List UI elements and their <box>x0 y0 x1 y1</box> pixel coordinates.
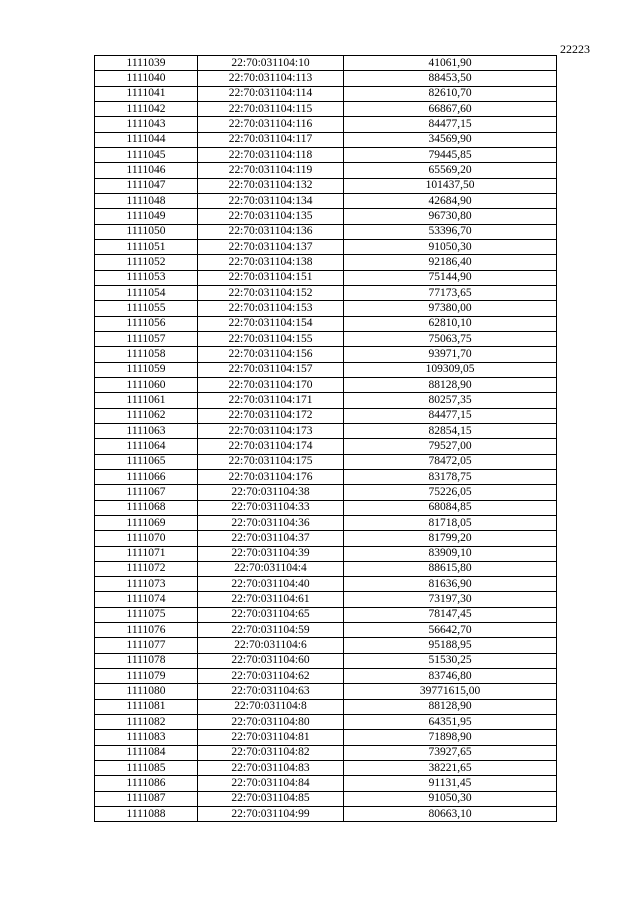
cadastral-value-cell: 75063,75 <box>344 331 557 346</box>
record-number-cell: 1111047 <box>95 178 198 193</box>
record-number-cell: 1111071 <box>95 546 198 561</box>
cadastral-number-cell: 22:70:031104:155 <box>198 331 344 346</box>
page-number: 22223 <box>560 42 590 56</box>
record-number-cell: 1111053 <box>95 270 198 285</box>
cadastral-number-cell: 22:70:031104:59 <box>198 623 344 638</box>
cadastral-number-cell: 22:70:031104:138 <box>198 255 344 270</box>
cadastral-number-cell: 22:70:031104:63 <box>198 684 344 699</box>
table-row <box>95 730 557 745</box>
table-row <box>95 699 557 714</box>
record-number-cell: 1111052 <box>95 255 198 270</box>
record-number-cell: 1111064 <box>95 439 198 454</box>
table-row <box>95 285 557 300</box>
cadastral-value-cell: 75144,90 <box>344 270 557 285</box>
cadastral-number-cell: 22:70:031104:33 <box>198 500 344 515</box>
table-row <box>95 745 557 760</box>
cadastral-number-cell: 22:70:031104:171 <box>198 393 344 408</box>
table-row <box>95 791 557 806</box>
record-number-cell: 1111088 <box>95 807 198 822</box>
cadastral-value-cell: 81799,20 <box>344 531 557 546</box>
cadastral-value-cell: 64351,95 <box>344 715 557 730</box>
cadastral-number-cell: 22:70:031104:135 <box>198 209 344 224</box>
table-row <box>95 163 557 178</box>
cadastral-number-cell: 22:70:031104:62 <box>198 669 344 684</box>
record-number-cell: 1111085 <box>95 761 198 776</box>
table-row <box>95 239 557 254</box>
cadastral-value-cell: 80257,35 <box>344 393 557 408</box>
cadastral-number-cell: 22:70:031104:4 <box>198 561 344 576</box>
table-row <box>95 132 557 147</box>
cadastral-value-cell: 82854,15 <box>344 423 557 438</box>
cadastral-number-cell: 22:70:031104:39 <box>198 546 344 561</box>
table-row <box>95 485 557 500</box>
cadastral-number-cell: 22:70:031104:36 <box>198 515 344 530</box>
cadastral-number-cell: 22:70:031104:173 <box>198 423 344 438</box>
cadastral-number-cell: 22:70:031104:174 <box>198 439 344 454</box>
cadastral-value-cell: 56642,70 <box>344 623 557 638</box>
record-number-cell: 1111065 <box>95 454 198 469</box>
cadastral-number-cell: 22:70:031104:61 <box>198 592 344 607</box>
cadastral-value-cell: 88128,90 <box>344 699 557 714</box>
cadastral-value-cell: 62810,10 <box>344 316 557 331</box>
cadastral-number-cell: 22:70:031104:152 <box>198 285 344 300</box>
record-number-cell: 1111039 <box>95 56 198 71</box>
cadastral-value-cell: 84477,15 <box>344 117 557 132</box>
table-row <box>95 362 557 377</box>
cadastral-number-cell: 22:70:031104:132 <box>198 178 344 193</box>
cadastral-number-cell: 22:70:031104:38 <box>198 485 344 500</box>
table-row <box>95 454 557 469</box>
record-number-cell: 1111043 <box>95 117 198 132</box>
record-number-cell: 1111073 <box>95 577 198 592</box>
record-number-cell: 1111056 <box>95 316 198 331</box>
cadastral-value-cell: 77173,65 <box>344 285 557 300</box>
cadastral-value-cell: 66867,60 <box>344 101 557 116</box>
table-row <box>95 377 557 392</box>
cadastral-value-cell: 83909,10 <box>344 546 557 561</box>
cadastral-value-cell: 97380,00 <box>344 301 557 316</box>
table-row <box>95 684 557 699</box>
cadastral-value-cell: 95188,95 <box>344 638 557 653</box>
record-number-cell: 1111046 <box>95 163 198 178</box>
table-row <box>95 500 557 515</box>
cadastral-number-cell: 22:70:031104:99 <box>198 807 344 822</box>
cadastral-value-cell: 51530,25 <box>344 653 557 668</box>
cadastral-value-cell: 91050,30 <box>344 791 557 806</box>
cadastral-value-cell: 96730,80 <box>344 209 557 224</box>
record-number-cell: 1111059 <box>95 362 198 377</box>
record-number-cell: 1111054 <box>95 285 198 300</box>
record-number-cell: 1111044 <box>95 132 198 147</box>
cadastral-number-cell: 22:70:031104:10 <box>198 56 344 71</box>
record-number-cell: 1111086 <box>95 776 198 791</box>
cadastral-value-cell: 88453,50 <box>344 71 557 86</box>
table-row <box>95 638 557 653</box>
table-row <box>95 56 557 71</box>
cadastral-number-cell: 22:70:031104:6 <box>198 638 344 653</box>
record-number-cell: 1111057 <box>95 331 198 346</box>
cadastral-number-cell: 22:70:031104:60 <box>198 653 344 668</box>
table-row <box>95 347 557 362</box>
record-number-cell: 1111080 <box>95 684 198 699</box>
record-number-cell: 1111066 <box>95 469 198 484</box>
record-number-cell: 1111074 <box>95 592 198 607</box>
cadastral-value-cell: 80663,10 <box>344 807 557 822</box>
record-number-cell: 1111055 <box>95 301 198 316</box>
record-number-cell: 1111083 <box>95 730 198 745</box>
cadastral-value-cell: 41061,90 <box>344 56 557 71</box>
record-number-cell: 1111068 <box>95 500 198 515</box>
cadastral-number-cell: 22:70:031104:118 <box>198 147 344 162</box>
table-row <box>95 147 557 162</box>
cadastral-number-cell: 22:70:031104:156 <box>198 347 344 362</box>
table-row <box>95 224 557 239</box>
table-row <box>95 193 557 208</box>
table-row <box>95 178 557 193</box>
table-row <box>95 423 557 438</box>
cadastral-value-cell: 81636,90 <box>344 577 557 592</box>
table-row <box>95 301 557 316</box>
table-row <box>95 71 557 86</box>
cadastral-value-cell: 101437,50 <box>344 178 557 193</box>
cadastral-value-cell: 34569,90 <box>344 132 557 147</box>
cadastral-number-cell: 22:70:031104:81 <box>198 730 344 745</box>
cadastral-value-cell: 75226,05 <box>344 485 557 500</box>
table-body <box>95 56 557 822</box>
record-number-cell: 1111076 <box>95 623 198 638</box>
cadastral-value-cell: 92186,40 <box>344 255 557 270</box>
cadastral-number-cell: 22:70:031104:134 <box>198 193 344 208</box>
cadastral-value-cell: 42684,90 <box>344 193 557 208</box>
table-row <box>95 393 557 408</box>
table-row <box>95 255 557 270</box>
cadastral-number-cell: 22:70:031104:80 <box>198 715 344 730</box>
record-number-cell: 1111087 <box>95 791 198 806</box>
cadastral-number-cell: 22:70:031104:84 <box>198 776 344 791</box>
table-row <box>95 117 557 132</box>
cadastral-number-cell: 22:70:031104:151 <box>198 270 344 285</box>
cadastral-value-cell: 79527,00 <box>344 439 557 454</box>
cadastral-value-cell: 78472,05 <box>344 454 557 469</box>
cadastral-number-cell: 22:70:031104:119 <box>198 163 344 178</box>
cadastral-value-cell: 79445,85 <box>344 147 557 162</box>
cadastral-number-cell: 22:70:031104:157 <box>198 362 344 377</box>
cadastral-number-cell: 22:70:031104:40 <box>198 577 344 592</box>
record-number-cell: 1111061 <box>95 393 198 408</box>
cadastral-value-cell: 88128,90 <box>344 377 557 392</box>
cadastral-value-cell: 78147,45 <box>344 607 557 622</box>
cadastral-value-cell: 91131,45 <box>344 776 557 791</box>
table-row <box>95 761 557 776</box>
cadastral-value-cell: 65569,20 <box>344 163 557 178</box>
cadastral-number-cell: 22:70:031104:175 <box>198 454 344 469</box>
record-number-cell: 1111081 <box>95 699 198 714</box>
cadastral-number-cell: 22:70:031104:113 <box>198 71 344 86</box>
cadastral-number-cell: 22:70:031104:8 <box>198 699 344 714</box>
cadastral-value-table <box>94 55 557 822</box>
cadastral-number-cell: 22:70:031104:136 <box>198 224 344 239</box>
table-row <box>95 270 557 285</box>
cadastral-value-cell: 91050,30 <box>344 239 557 254</box>
record-number-cell: 1111045 <box>95 147 198 162</box>
record-number-cell: 1111051 <box>95 239 198 254</box>
cadastral-value-cell: 109309,05 <box>344 362 557 377</box>
cadastral-number-cell: 22:70:031104:170 <box>198 377 344 392</box>
cadastral-number-cell: 22:70:031104:116 <box>198 117 344 132</box>
cadastral-value-cell: 83746,80 <box>344 669 557 684</box>
cadastral-number-cell: 22:70:031104:153 <box>198 301 344 316</box>
record-number-cell: 1111063 <box>95 423 198 438</box>
record-number-cell: 1111084 <box>95 745 198 760</box>
record-number-cell: 1111070 <box>95 531 198 546</box>
record-number-cell: 1111079 <box>95 669 198 684</box>
table-row <box>95 439 557 454</box>
record-number-cell: 1111049 <box>95 209 198 224</box>
table-row <box>95 669 557 684</box>
table-row <box>95 86 557 101</box>
record-number-cell: 1111069 <box>95 515 198 530</box>
record-number-cell: 1111067 <box>95 485 198 500</box>
record-number-cell: 1111050 <box>95 224 198 239</box>
cadastral-value-cell: 71898,90 <box>344 730 557 745</box>
cadastral-number-cell: 22:70:031104:114 <box>198 86 344 101</box>
table-row <box>95 607 557 622</box>
record-number-cell: 1111082 <box>95 715 198 730</box>
table-row <box>95 577 557 592</box>
record-number-cell: 1111041 <box>95 86 198 101</box>
cadastral-value-cell: 39771615,00 <box>344 684 557 699</box>
table-row <box>95 623 557 638</box>
cadastral-value-cell: 73197,30 <box>344 592 557 607</box>
cadastral-value-cell: 53396,70 <box>344 224 557 239</box>
cadastral-number-cell: 22:70:031104:37 <box>198 531 344 546</box>
record-number-cell: 1111060 <box>95 377 198 392</box>
cadastral-number-cell: 22:70:031104:83 <box>198 761 344 776</box>
record-number-cell: 1111075 <box>95 607 198 622</box>
table-row <box>95 561 557 576</box>
record-number-cell: 1111040 <box>95 71 198 86</box>
table-row <box>95 316 557 331</box>
cadastral-value-cell: 68084,85 <box>344 500 557 515</box>
cadastral-number-cell: 22:70:031104:65 <box>198 607 344 622</box>
cadastral-value-cell: 73927,65 <box>344 745 557 760</box>
record-number-cell: 1111072 <box>95 561 198 576</box>
table-row <box>95 592 557 607</box>
cadastral-number-cell: 22:70:031104:117 <box>198 132 344 147</box>
cadastral-number-cell: 22:70:031104:85 <box>198 791 344 806</box>
table-row <box>95 807 557 822</box>
cadastral-value-cell: 84477,15 <box>344 408 557 423</box>
cadastral-value-cell: 83178,75 <box>344 469 557 484</box>
table-row <box>95 776 557 791</box>
record-number-cell: 1111042 <box>95 101 198 116</box>
cadastral-number-cell: 22:70:031104:115 <box>198 101 344 116</box>
table-row <box>95 515 557 530</box>
cadastral-value-cell: 93971,70 <box>344 347 557 362</box>
table-row <box>95 101 557 116</box>
record-number-cell: 1111058 <box>95 347 198 362</box>
table-row <box>95 546 557 561</box>
cadastral-number-cell: 22:70:031104:176 <box>198 469 344 484</box>
cadastral-number-cell: 22:70:031104:154 <box>198 316 344 331</box>
cadastral-number-cell: 22:70:031104:172 <box>198 408 344 423</box>
table-row <box>95 715 557 730</box>
record-number-cell: 1111062 <box>95 408 198 423</box>
table-row <box>95 653 557 668</box>
record-number-cell: 1111078 <box>95 653 198 668</box>
cadastral-number-cell: 22:70:031104:82 <box>198 745 344 760</box>
cadastral-value-cell: 82610,70 <box>344 86 557 101</box>
cadastral-value-cell: 38221,65 <box>344 761 557 776</box>
cadastral-value-cell: 88615,80 <box>344 561 557 576</box>
table-row <box>95 531 557 546</box>
cadastral-value-cell: 81718,05 <box>344 515 557 530</box>
table-row <box>95 209 557 224</box>
cadastral-number-cell: 22:70:031104:137 <box>198 239 344 254</box>
table-row <box>95 331 557 346</box>
record-number-cell: 1111048 <box>95 193 198 208</box>
table-row <box>95 408 557 423</box>
table-row <box>95 469 557 484</box>
record-number-cell: 1111077 <box>95 638 198 653</box>
